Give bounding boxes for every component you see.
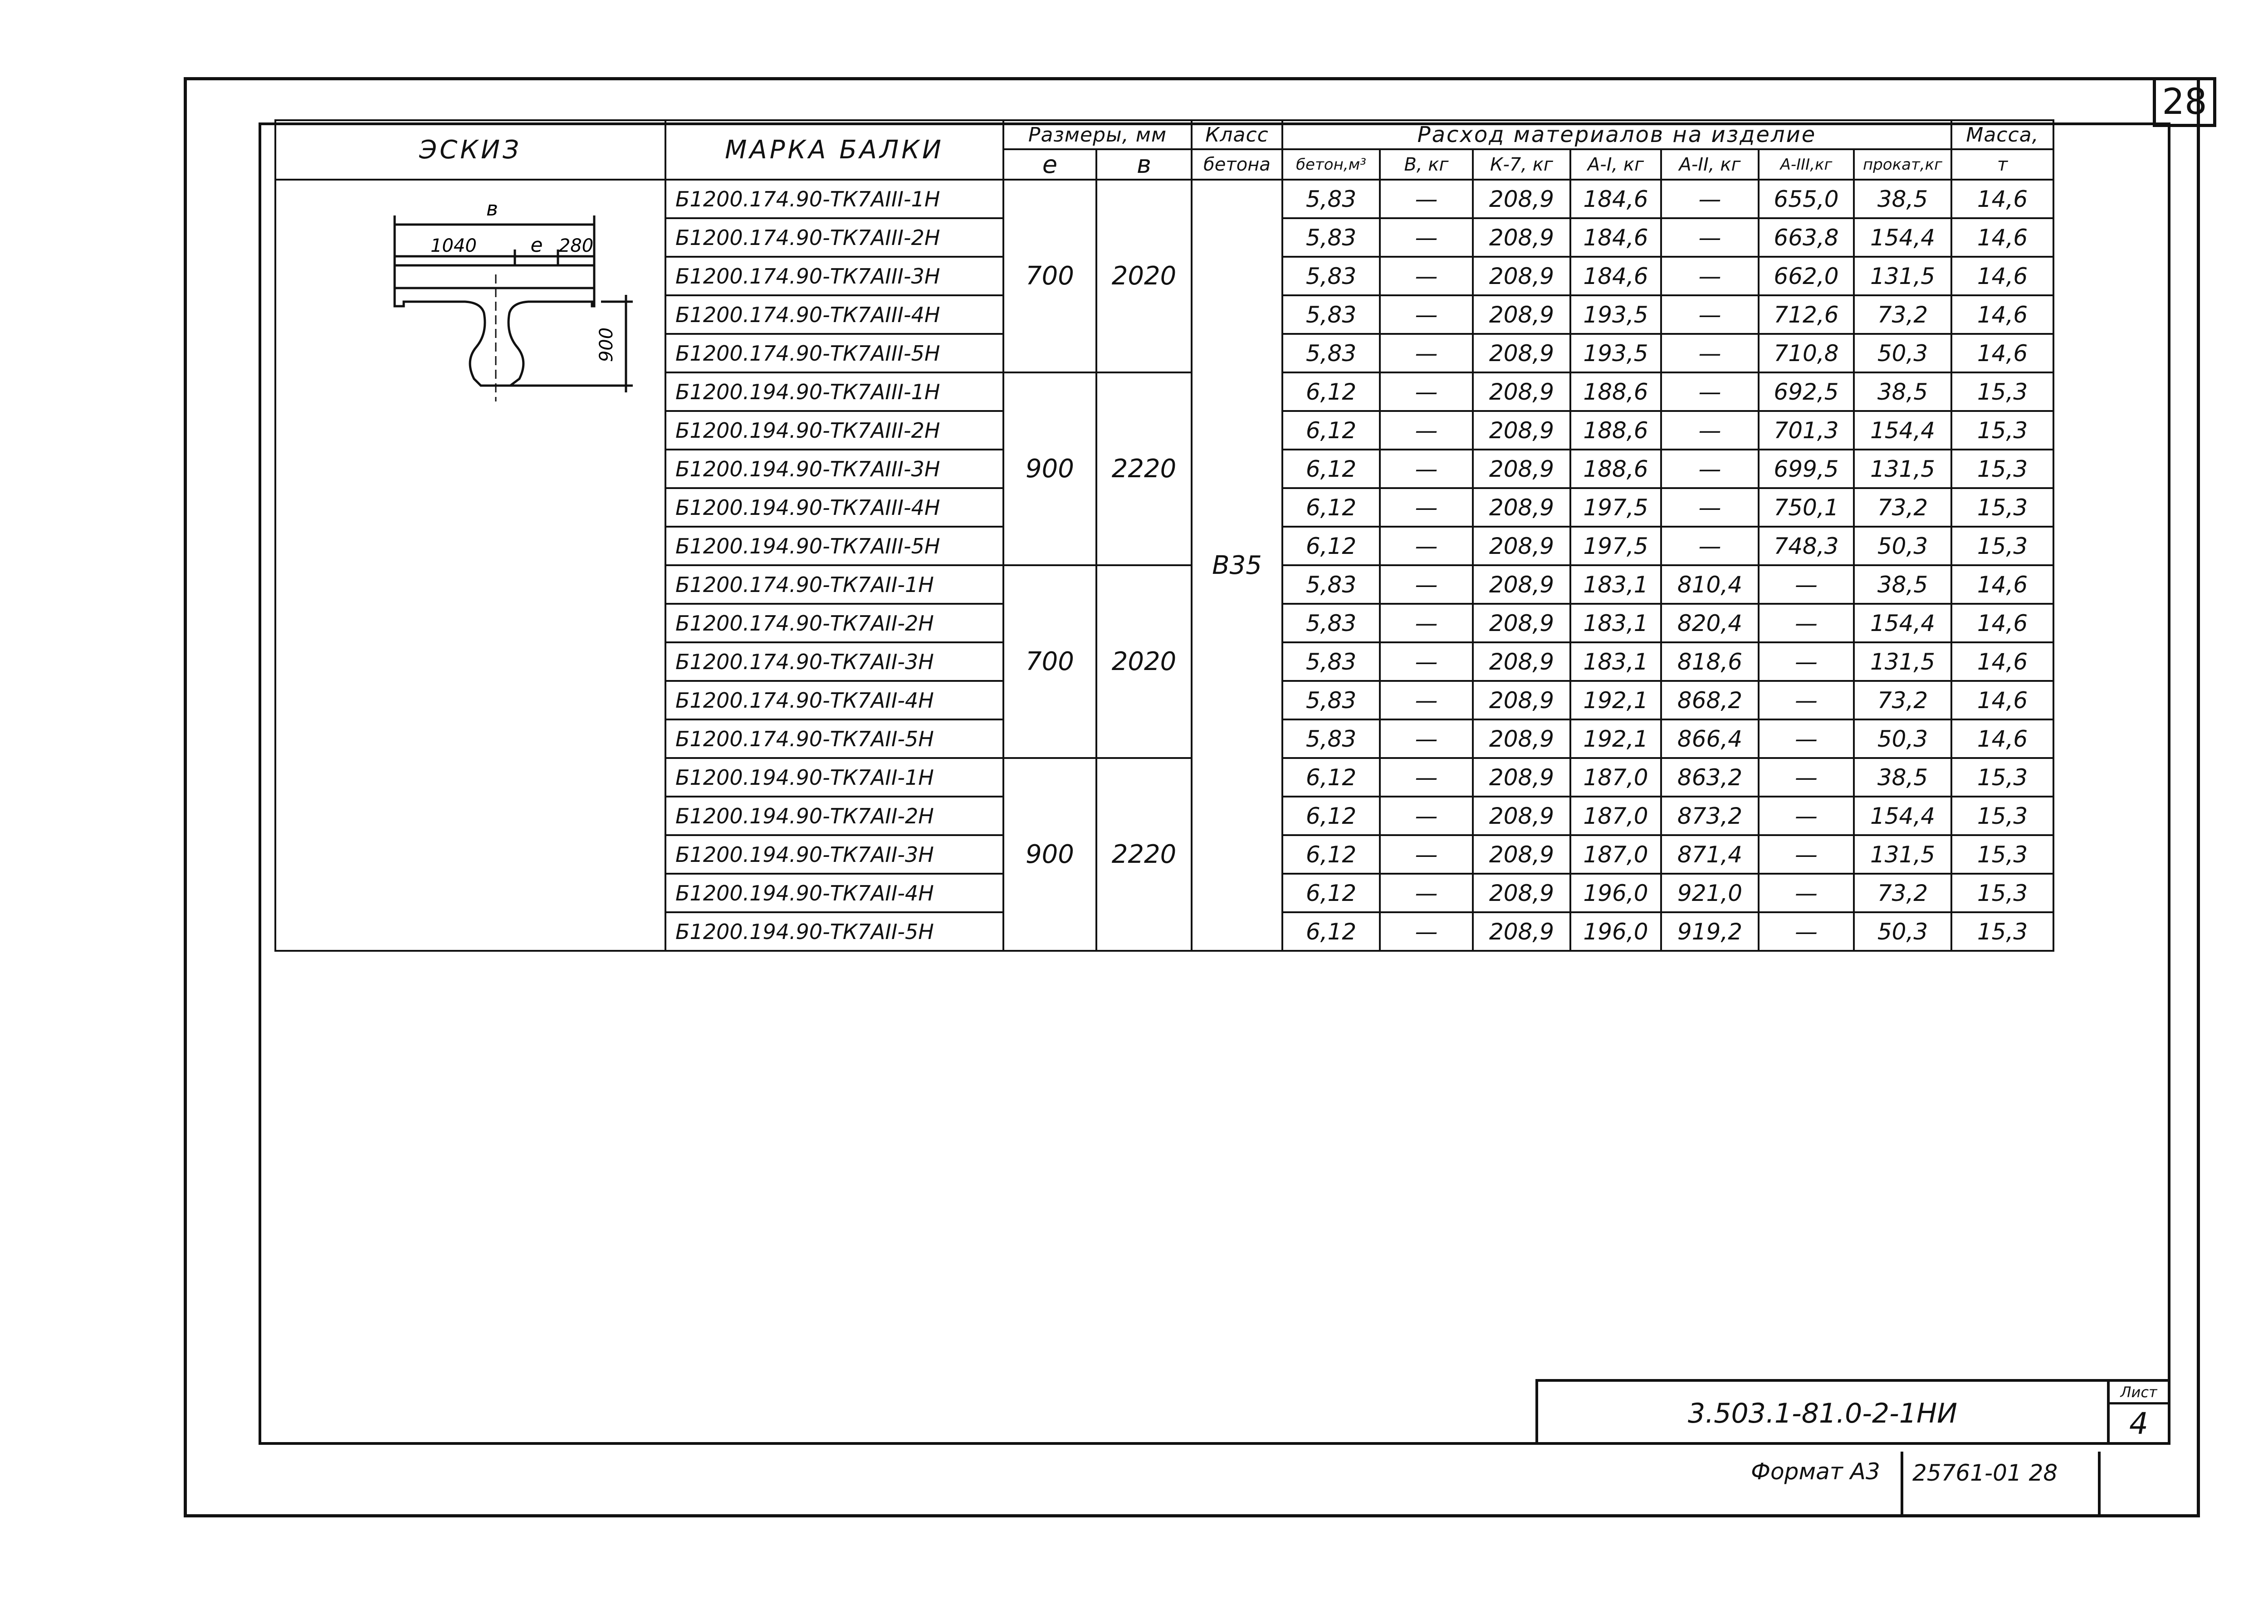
value-cell-prokat: 50,3 xyxy=(1854,334,1951,372)
beam-mark-cell: Б1200.194.90-ТК7АIII-5Н xyxy=(665,527,1003,565)
value-cell-a1: 197,5 xyxy=(1570,527,1661,565)
value-cell-a2: 873,2 xyxy=(1661,797,1759,835)
value-cell-a3: — xyxy=(1759,835,1854,874)
header-col-a3: А-III,кг xyxy=(1759,149,1854,180)
header-dim-b: в xyxy=(1096,149,1192,180)
sheet-number: 28 xyxy=(2153,77,2216,127)
header-sketch: ЭСКИЗ xyxy=(275,120,665,180)
value-cell-prokat: 50,3 xyxy=(1854,912,1951,951)
value-cell-a3: — xyxy=(1759,642,1854,681)
value-cell-a2: — xyxy=(1661,295,1759,334)
value-cell-a3: 701,3 xyxy=(1759,411,1854,450)
value-cell-beton: 6,12 xyxy=(1282,450,1380,488)
value-cell-prokat: 73,2 xyxy=(1854,488,1951,527)
value-cell-mass: 14,6 xyxy=(1951,604,2053,642)
value-cell-b: — xyxy=(1380,681,1473,719)
beam-mark-cell: Б1200.174.90-ТК7АIII-3Н xyxy=(665,257,1003,295)
value-cell-beton: 5,83 xyxy=(1282,565,1380,604)
beam-mark-cell: Б1200.174.90-ТК7АIII-1Н xyxy=(665,180,1003,218)
value-cell-a3: 663,8 xyxy=(1759,218,1854,257)
value-cell-a1: 193,5 xyxy=(1570,295,1661,334)
value-cell-b: — xyxy=(1380,411,1473,450)
value-cell-beton: 5,83 xyxy=(1282,257,1380,295)
header-col-k7: К-7, кг xyxy=(1473,149,1570,180)
value-cell-prokat: 154,4 xyxy=(1854,411,1951,450)
value-cell-a2: — xyxy=(1661,218,1759,257)
value-cell-prokat: 131,5 xyxy=(1854,450,1951,488)
value-cell-beton: 5,83 xyxy=(1282,218,1380,257)
value-cell-mass: 15,3 xyxy=(1951,411,2053,450)
value-cell-b: — xyxy=(1380,372,1473,411)
value-cell-a2: 863,2 xyxy=(1661,758,1759,797)
value-cell-k7: 208,9 xyxy=(1473,527,1570,565)
value-cell-mass: 15,3 xyxy=(1951,874,2053,912)
value-cell-k7: 208,9 xyxy=(1473,604,1570,642)
dim-b-cell: 2020 xyxy=(1096,565,1192,758)
value-cell-prokat: 154,4 xyxy=(1854,218,1951,257)
value-cell-b: — xyxy=(1380,835,1473,874)
value-cell-a2: — xyxy=(1661,372,1759,411)
beam-mark-cell: Б1200.194.90-ТК7АII-4Н xyxy=(665,874,1003,912)
value-cell-beton: 5,83 xyxy=(1282,642,1380,681)
value-cell-a1: 187,0 xyxy=(1570,758,1661,797)
header-class-sub: бетона xyxy=(1192,149,1282,180)
beam-mark-cell: Б1200.194.90-ТК7АIII-4Н xyxy=(665,488,1003,527)
value-cell-a1: 192,1 xyxy=(1570,681,1661,719)
sketch-label-1040: 1040 xyxy=(430,235,477,256)
value-cell-b: — xyxy=(1380,218,1473,257)
list-number: 4 xyxy=(2129,1406,2148,1441)
value-cell-mass: 14,6 xyxy=(1951,565,2053,604)
value-cell-b: — xyxy=(1380,180,1473,218)
header-consumption: Расход материалов на изделие xyxy=(1282,120,1951,149)
dim-b-cell: 2020 xyxy=(1096,180,1192,372)
value-cell-a2: — xyxy=(1661,411,1759,450)
list-box xyxy=(2107,1379,2170,1445)
value-cell-b: — xyxy=(1380,797,1473,835)
value-cell-beton: 6,12 xyxy=(1282,797,1380,835)
beam-outline-path xyxy=(395,265,594,386)
header-mark: МАРКА БАЛКИ xyxy=(665,120,1003,180)
sketch-label-900: 900 xyxy=(596,327,617,362)
value-cell-a2: 868,2 xyxy=(1661,681,1759,719)
value-cell-prokat: 73,2 xyxy=(1854,295,1951,334)
empty-stamp-cell xyxy=(2098,1452,2200,1517)
value-cell-a1: 184,6 xyxy=(1570,257,1661,295)
value-cell-mass: 14,6 xyxy=(1951,180,2053,218)
value-cell-prokat: 38,5 xyxy=(1854,758,1951,797)
value-cell-a3: 699,5 xyxy=(1759,450,1854,488)
value-cell-b: — xyxy=(1380,874,1473,912)
value-cell-beton: 6,12 xyxy=(1282,758,1380,797)
value-cell-a2: 871,4 xyxy=(1661,835,1759,874)
value-cell-a3: 692,5 xyxy=(1759,372,1854,411)
value-cell-a1: 193,5 xyxy=(1570,334,1661,372)
value-cell-k7: 208,9 xyxy=(1473,797,1570,835)
beam-mark-cell: Б1200.194.90-ТК7АII-1Н xyxy=(665,758,1003,797)
archive-number: 25761-01 28 xyxy=(1901,1452,2098,1517)
value-cell-prokat: 38,5 xyxy=(1854,372,1951,411)
list-label: Лист xyxy=(2110,1382,2168,1404)
header-col-a2: А-II, кг xyxy=(1661,149,1759,180)
beam-mark-cell: Б1200.194.90-ТК7АIII-1Н xyxy=(665,372,1003,411)
value-cell-prokat: 38,5 xyxy=(1854,180,1951,218)
beam-mark-cell: Б1200.174.90-ТК7АII-3Н xyxy=(665,642,1003,681)
value-cell-a3: 655,0 xyxy=(1759,180,1854,218)
value-cell-a2: — xyxy=(1661,488,1759,527)
value-cell-a3: — xyxy=(1759,874,1854,912)
designation-box xyxy=(1535,1379,2107,1445)
value-cell-a3: 750,1 xyxy=(1759,488,1854,527)
value-cell-k7: 208,9 xyxy=(1473,488,1570,527)
value-cell-b: — xyxy=(1380,334,1473,372)
value-cell-a2: — xyxy=(1661,180,1759,218)
value-cell-beton: 5,83 xyxy=(1282,334,1380,372)
value-cell-a3: 712,6 xyxy=(1759,295,1854,334)
value-cell-k7: 208,9 xyxy=(1473,642,1570,681)
value-cell-a1: 183,1 xyxy=(1570,604,1661,642)
beam-mark-cell: Б1200.174.90-ТК7АII-2Н xyxy=(665,604,1003,642)
beam-mark-cell: Б1200.174.90-ТК7АII-5Н xyxy=(665,719,1003,758)
value-cell-b: — xyxy=(1380,642,1473,681)
value-cell-beton: 5,83 xyxy=(1282,295,1380,334)
value-cell-b: — xyxy=(1380,295,1473,334)
beam-mark-cell: Б1200.194.90-ТК7АII-5Н xyxy=(665,912,1003,951)
value-cell-b: — xyxy=(1380,450,1473,488)
value-cell-k7: 208,9 xyxy=(1473,411,1570,450)
designation-text: 3.503.1-81.0-2-1НИ xyxy=(1688,1397,1957,1429)
value-cell-prokat: 131,5 xyxy=(1854,257,1951,295)
value-cell-a2: 820,4 xyxy=(1661,604,1759,642)
value-cell-mass: 15,3 xyxy=(1951,450,2053,488)
beam-mark-cell: Б1200.174.90-ТК7АII-4Н xyxy=(665,681,1003,719)
value-cell-k7: 208,9 xyxy=(1473,681,1570,719)
value-cell-a1: 188,6 xyxy=(1570,372,1661,411)
value-cell-a3: 748,3 xyxy=(1759,527,1854,565)
value-cell-mass: 14,6 xyxy=(1951,719,2053,758)
value-cell-beton: 6,12 xyxy=(1282,874,1380,912)
value-cell-k7: 208,9 xyxy=(1473,758,1570,797)
value-cell-prokat: 154,4 xyxy=(1854,604,1951,642)
beam-section-sketch xyxy=(274,197,665,415)
value-cell-mass: 14,6 xyxy=(1951,642,2053,681)
value-cell-k7: 208,9 xyxy=(1473,218,1570,257)
value-cell-prokat: 50,3 xyxy=(1854,719,1951,758)
value-cell-a3: 710,8 xyxy=(1759,334,1854,372)
value-cell-a1: 196,0 xyxy=(1570,912,1661,951)
value-cell-a1: 183,1 xyxy=(1570,642,1661,681)
value-cell-mass: 14,6 xyxy=(1951,218,2053,257)
value-cell-mass: 15,3 xyxy=(1951,372,2053,411)
value-cell-a3: — xyxy=(1759,681,1854,719)
value-cell-a2: — xyxy=(1661,450,1759,488)
value-cell-k7: 208,9 xyxy=(1473,450,1570,488)
beam-mark-cell: Б1200.194.90-ТК7АII-3Н xyxy=(665,835,1003,874)
value-cell-mass: 15,3 xyxy=(1951,912,2053,951)
header-dimensions: Размеры, мм xyxy=(1003,120,1192,149)
value-cell-mass: 15,3 xyxy=(1951,758,2053,797)
dim-b-cell: 2220 xyxy=(1096,372,1192,565)
value-cell-a3: 662,0 xyxy=(1759,257,1854,295)
value-cell-a2: — xyxy=(1661,257,1759,295)
value-cell-prokat: 50,3 xyxy=(1854,527,1951,565)
value-cell-beton: 6,12 xyxy=(1282,372,1380,411)
dim-e-cell: 900 xyxy=(1003,758,1096,951)
value-cell-beton: 6,12 xyxy=(1282,912,1380,951)
value-cell-prokat: 154,4 xyxy=(1854,797,1951,835)
value-cell-b: — xyxy=(1380,527,1473,565)
value-cell-beton: 6,12 xyxy=(1282,411,1380,450)
header-col-b: В, кг xyxy=(1380,149,1473,180)
sketch-label-280: 280 xyxy=(558,235,594,256)
value-cell-k7: 208,9 xyxy=(1473,257,1570,295)
value-cell-mass: 14,6 xyxy=(1951,295,2053,334)
value-cell-k7: 208,9 xyxy=(1473,372,1570,411)
value-cell-mass: 15,3 xyxy=(1951,488,2053,527)
value-cell-beton: 5,83 xyxy=(1282,681,1380,719)
value-cell-a2: — xyxy=(1661,527,1759,565)
value-cell-beton: 6,12 xyxy=(1282,835,1380,874)
value-cell-k7: 208,9 xyxy=(1473,180,1570,218)
beam-mark-cell: Б1200.194.90-ТК7АIII-2Н xyxy=(665,411,1003,450)
value-cell-mass: 14,6 xyxy=(1951,334,2053,372)
value-cell-a3: — xyxy=(1759,912,1854,951)
value-cell-prokat: 131,5 xyxy=(1854,835,1951,874)
value-cell-k7: 208,9 xyxy=(1473,295,1570,334)
value-cell-beton: 5,83 xyxy=(1282,180,1380,218)
dim-e-cell: 700 xyxy=(1003,180,1096,372)
beam-mark-cell: Б1200.194.90-ТК7АII-2Н xyxy=(665,797,1003,835)
concrete-class-cell: В35 xyxy=(1192,180,1282,951)
beam-mark-cell: Б1200.174.90-ТК7АII-1Н xyxy=(665,565,1003,604)
value-cell-a1: 183,1 xyxy=(1570,565,1661,604)
value-cell-a2: 919,2 xyxy=(1661,912,1759,951)
beam-mark-cell: Б1200.174.90-ТК7АIII-5Н xyxy=(665,334,1003,372)
value-cell-a3: — xyxy=(1759,719,1854,758)
value-cell-k7: 208,9 xyxy=(1473,835,1570,874)
format-label: Формат А3 xyxy=(1751,1458,1880,1485)
value-cell-a2: 810,4 xyxy=(1661,565,1759,604)
sketch-label-e: е xyxy=(530,234,543,257)
header-col-a1: А-I, кг xyxy=(1570,149,1661,180)
value-cell-a3: — xyxy=(1759,758,1854,797)
value-cell-a3: — xyxy=(1759,604,1854,642)
value-cell-k7: 208,9 xyxy=(1473,874,1570,912)
header-dim-e: е xyxy=(1003,149,1096,180)
value-cell-a1: 187,0 xyxy=(1570,835,1661,874)
beam-mark-cell: Б1200.174.90-ТК7АIII-4Н xyxy=(665,295,1003,334)
value-cell-mass: 14,6 xyxy=(1951,257,2053,295)
value-cell-a1: 184,6 xyxy=(1570,180,1661,218)
dim-e-cell: 900 xyxy=(1003,372,1096,565)
value-cell-k7: 208,9 xyxy=(1473,565,1570,604)
dim-e-cell: 700 xyxy=(1003,565,1096,758)
value-cell-a1: 188,6 xyxy=(1570,450,1661,488)
header-mass: Масса, xyxy=(1951,120,2053,149)
value-cell-a2: 921,0 xyxy=(1661,874,1759,912)
value-cell-a3: — xyxy=(1759,797,1854,835)
value-cell-a1: 187,0 xyxy=(1570,797,1661,835)
value-cell-prokat: 38,5 xyxy=(1854,565,1951,604)
value-cell-k7: 208,9 xyxy=(1473,334,1570,372)
value-cell-a2: 818,6 xyxy=(1661,642,1759,681)
value-cell-a3: — xyxy=(1759,565,1854,604)
value-cell-a1: 196,0 xyxy=(1570,874,1661,912)
value-cell-a1: 197,5 xyxy=(1570,488,1661,527)
value-cell-prokat: 131,5 xyxy=(1854,642,1951,681)
header-mass-unit: т xyxy=(1951,149,2053,180)
value-cell-prokat: 73,2 xyxy=(1854,874,1951,912)
value-cell-beton: 5,83 xyxy=(1282,604,1380,642)
value-cell-mass: 15,3 xyxy=(1951,835,2053,874)
value-cell-a1: 188,6 xyxy=(1570,411,1661,450)
header-col-beton: бетон,м³ xyxy=(1282,149,1380,180)
value-cell-mass: 14,6 xyxy=(1951,681,2053,719)
value-cell-b: — xyxy=(1380,257,1473,295)
value-cell-k7: 208,9 xyxy=(1473,719,1570,758)
value-cell-a2: 866,4 xyxy=(1661,719,1759,758)
beam-mark-cell: Б1200.174.90-ТК7АIII-2Н xyxy=(665,218,1003,257)
value-cell-b: — xyxy=(1380,565,1473,604)
value-cell-a2: — xyxy=(1661,334,1759,372)
value-cell-b: — xyxy=(1380,604,1473,642)
sketch-label-b: в xyxy=(486,197,498,220)
value-cell-beton: 5,83 xyxy=(1282,719,1380,758)
header-col-prokat: прокат,кг xyxy=(1854,149,1951,180)
value-cell-b: — xyxy=(1380,488,1473,527)
value-cell-b: — xyxy=(1380,912,1473,951)
value-cell-a1: 184,6 xyxy=(1570,218,1661,257)
value-cell-a1: 192,1 xyxy=(1570,719,1661,758)
value-cell-b: — xyxy=(1380,719,1473,758)
value-cell-k7: 208,9 xyxy=(1473,912,1570,951)
dim-b-cell: 2220 xyxy=(1096,758,1192,951)
value-cell-mass: 15,3 xyxy=(1951,797,2053,835)
value-cell-beton: 6,12 xyxy=(1282,527,1380,565)
value-cell-prokat: 73,2 xyxy=(1854,681,1951,719)
value-cell-b: — xyxy=(1380,758,1473,797)
header-class: Класс xyxy=(1192,120,1282,149)
beam-mark-cell: Б1200.194.90-ТК7АIII-3Н xyxy=(665,450,1003,488)
value-cell-mass: 15,3 xyxy=(1951,527,2053,565)
value-cell-beton: 6,12 xyxy=(1282,488,1380,527)
